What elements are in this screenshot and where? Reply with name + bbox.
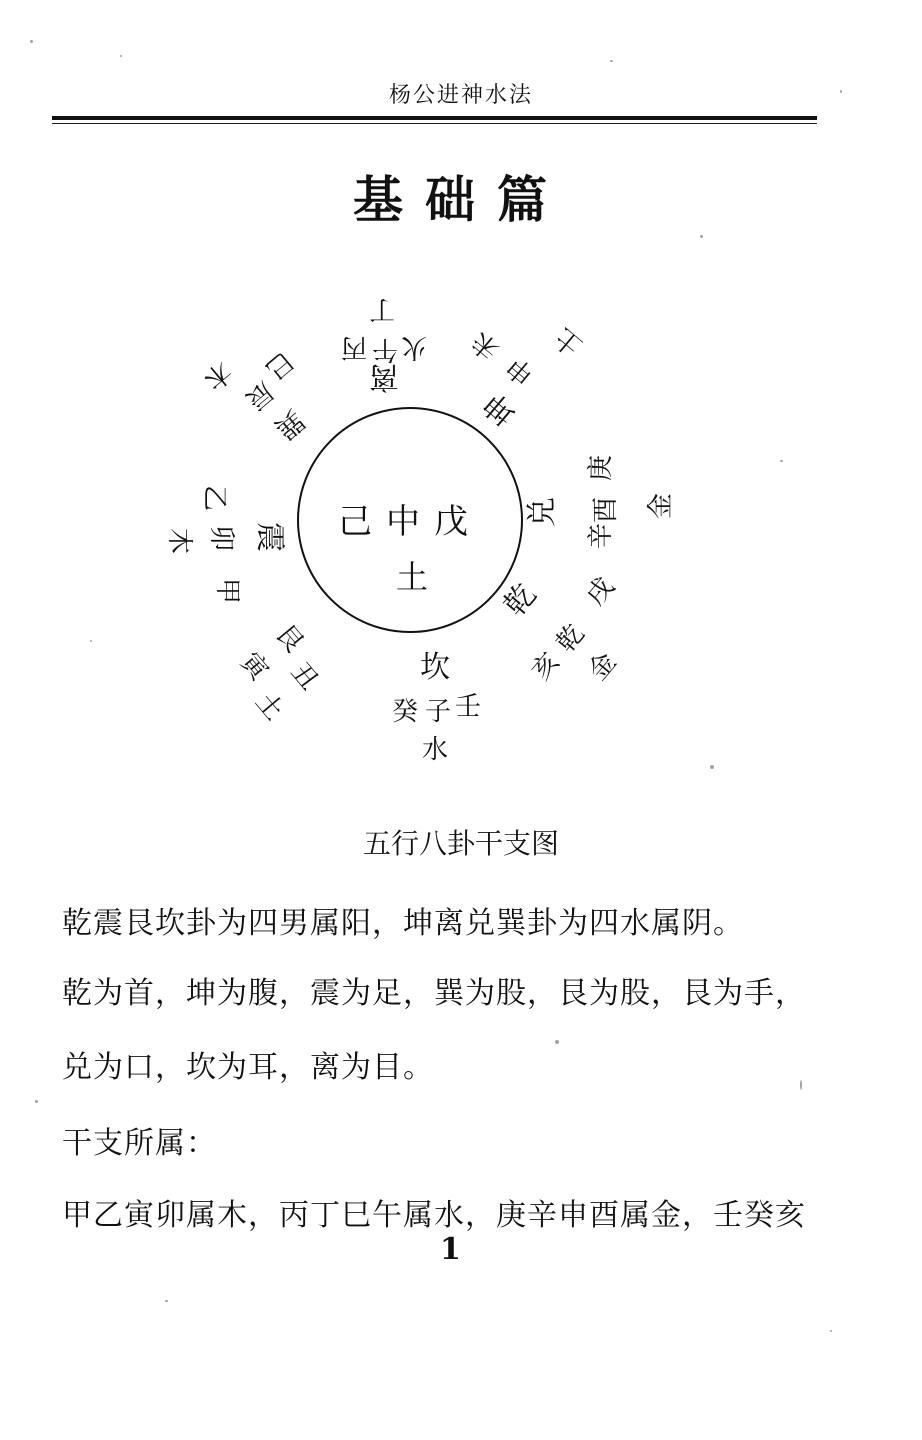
element-label: 金 bbox=[582, 647, 623, 687]
trigram-zhen-group bbox=[164, 485, 287, 604]
stem-label: 壬 bbox=[454, 692, 482, 722]
trigram-kan-group bbox=[392, 650, 481, 765]
chapter-title: 基础篇 bbox=[353, 171, 569, 229]
trigram-label: 艮 bbox=[269, 619, 310, 659]
branch-label: 子 bbox=[424, 697, 452, 727]
header-rule bbox=[52, 116, 817, 120]
element-label: 木 bbox=[164, 527, 194, 555]
stem-label: 辛 bbox=[586, 522, 616, 550]
trigram-label: 坤 bbox=[477, 385, 524, 432]
paragraph-line: 干支所属： bbox=[62, 1126, 217, 1161]
element-label: 木 bbox=[197, 355, 237, 396]
figure-caption: 五行八卦干支图 bbox=[362, 827, 559, 860]
paragraph-line: 兑为口，坎为耳，离为目。 bbox=[62, 1050, 434, 1085]
branch-label: 戌 bbox=[580, 572, 621, 612]
stem-label: 甲 bbox=[212, 577, 242, 605]
stem-label: 午 bbox=[371, 334, 399, 364]
branch-label: 申 bbox=[501, 350, 541, 391]
element-label: 土 bbox=[549, 321, 589, 362]
branch-label: 亥 bbox=[525, 647, 566, 687]
trigram-kun-group bbox=[466, 321, 588, 431]
branch-label: 辰 bbox=[239, 375, 279, 416]
trigram-qian-group bbox=[497, 572, 622, 686]
stem-label: 火 bbox=[400, 332, 428, 362]
branch-label: 丑 bbox=[284, 657, 325, 697]
stem-label: 庚 bbox=[586, 454, 616, 482]
trigram-xun-group bbox=[198, 345, 311, 447]
stem-label: 丁 bbox=[368, 294, 396, 324]
paragraph-line: 甲乙寅卯属木，丙丁巳午属水，庚辛申酉属金，壬癸亥 bbox=[62, 1198, 806, 1233]
running-header: 杨公进神水法 bbox=[388, 83, 533, 108]
trigram-label: 乾 bbox=[497, 577, 544, 624]
trigram-label: 乾 bbox=[550, 619, 591, 659]
branch-label: 酉 bbox=[591, 496, 621, 524]
branch-label: 寅 bbox=[234, 647, 275, 687]
element-label: 金 bbox=[646, 492, 676, 520]
trigram-label: 震 bbox=[252, 522, 287, 552]
stem-label: 癸 bbox=[391, 697, 419, 727]
trigram-label: 离 bbox=[369, 359, 399, 394]
center-element: 土 bbox=[395, 558, 429, 596]
stem-label: 乙 bbox=[199, 484, 229, 512]
element-label: 土 bbox=[249, 687, 290, 727]
trigram-gen-group bbox=[234, 619, 324, 726]
element-label: 水 bbox=[421, 735, 449, 765]
five-elements-bagua-diagram bbox=[150, 275, 710, 795]
branch-label: 未 bbox=[466, 325, 506, 366]
branch-label: 卯 bbox=[206, 524, 236, 552]
page-number: 1 bbox=[440, 1232, 461, 1267]
paragraph-line: 乾为首，坤为腹，震为足，巽为股，艮为股，艮为手， bbox=[62, 976, 806, 1011]
branch-label: 巳 bbox=[259, 345, 299, 386]
header-rule-thin bbox=[52, 123, 817, 124]
trigram-label: 巽 bbox=[268, 402, 312, 447]
trigram-label: 兑 bbox=[525, 497, 560, 527]
trigram-label: 坎 bbox=[420, 650, 450, 685]
center-label: 己中戊 bbox=[338, 502, 482, 542]
trigram-dui-group bbox=[525, 455, 676, 549]
paragraph-line: 乾震艮坎卦为四男属阳，坤离兑巽卦为四水属阴。 bbox=[62, 906, 744, 941]
trigram-li-group bbox=[341, 294, 427, 394]
stem-label: 丙 bbox=[340, 332, 368, 362]
